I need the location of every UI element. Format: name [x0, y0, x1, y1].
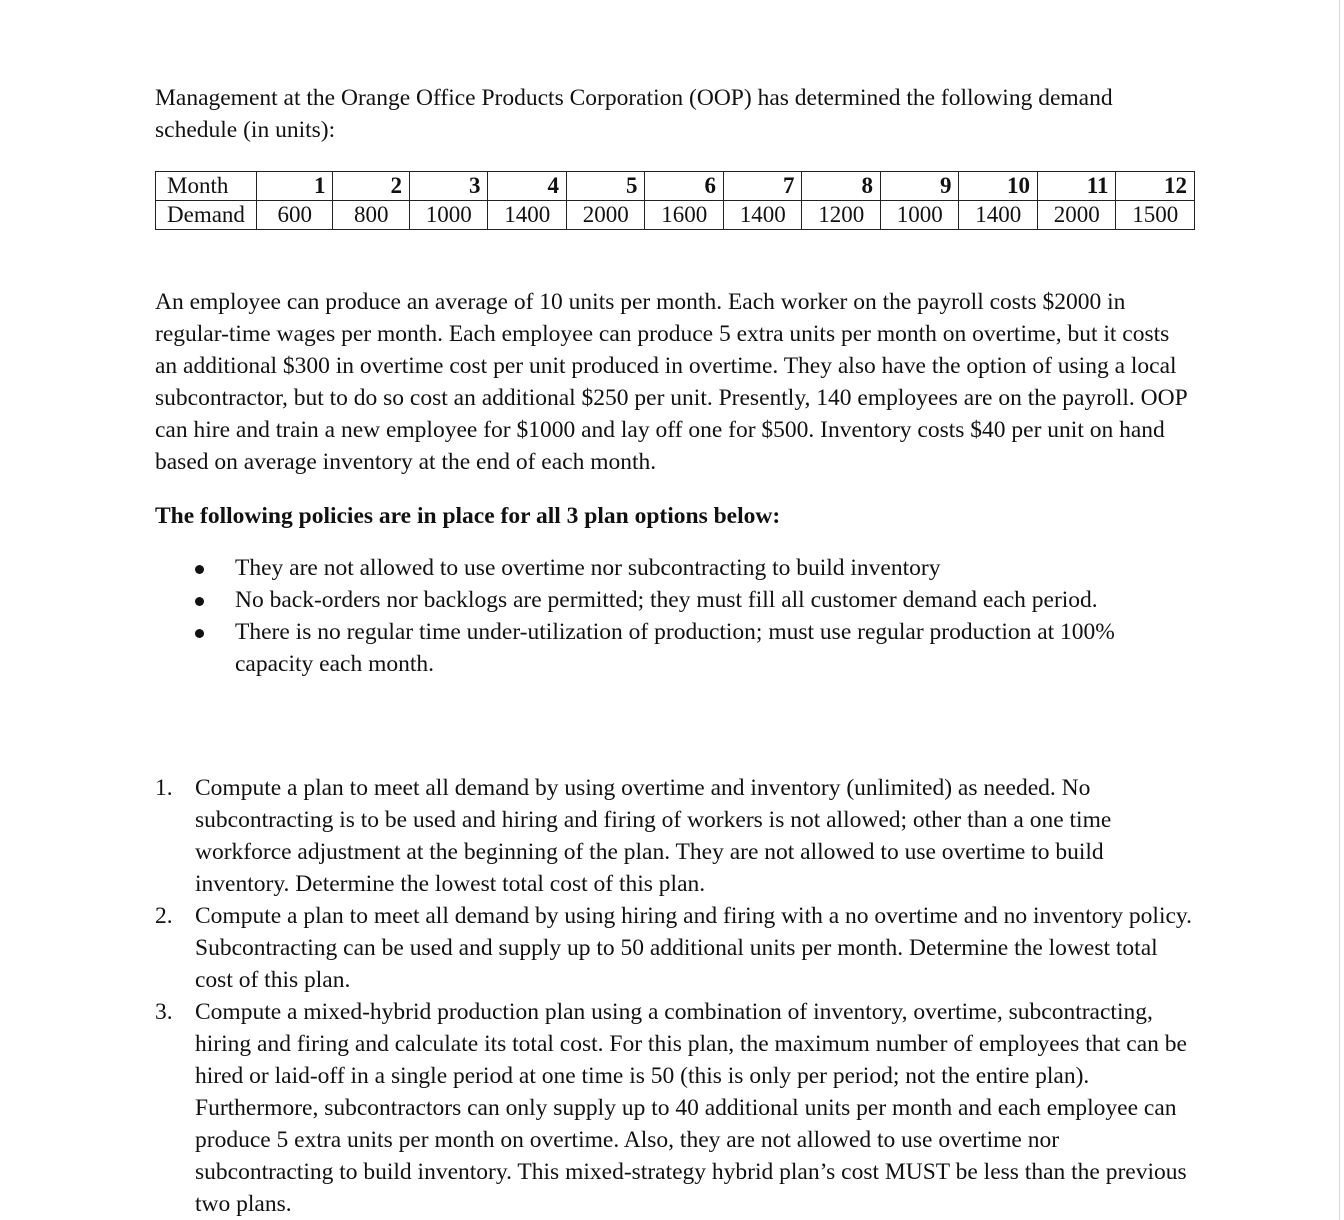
month-cell: 5 — [566, 172, 645, 201]
demand-cell: 1400 — [488, 201, 567, 230]
month-cell: 12 — [1116, 172, 1195, 201]
cost-description-paragraph: An employee can produce an average of 10 units per month. Each worker on the payroll costs $2000 in regular-time wages per month. Each employee can produce 5 extra units per month on overtime, but it costs an additional $300 in overtime cost per unit produced in overtime. They also have the option of using a local subcontractor, but to do so cost an additional $250 per unit. Presently, 140 employees are on the payroll. OOP can hire and train a new employee for $1000 and lay off one for $500. Inventory costs $40 per unit on hand based on average inventory at the end of each month. — [155, 289, 1187, 475]
task-number: 1. — [155, 775, 173, 801]
demand-cell: 1000 — [880, 201, 959, 230]
demand-cell: 1000 — [409, 201, 488, 230]
task-item — [155, 996, 1195, 1220]
month-cell: 2 — [333, 172, 410, 201]
demand-cell: 1400 — [723, 201, 802, 230]
month-row — [156, 172, 1195, 201]
policy-item — [155, 552, 1195, 584]
policy-list — [155, 552, 1195, 680]
demand-schedule-table — [155, 171, 1195, 230]
month-cell: 11 — [1037, 172, 1116, 201]
policy-text: There is no regular time under-utilization of production; must use regular production at 100% capacity each month. — [235, 619, 1115, 677]
policy-text: No back-orders nor backlogs are permitted; they must fill all customer demand each period. — [235, 587, 1098, 613]
demand-cell: 600 — [256, 201, 333, 230]
demand-row — [156, 201, 1195, 230]
task-text: Compute a mixed-hybrid production plan using a combination of inventory, overtime, subcontracting, hiring and firing and calculate its total cost. For this plan, the maximum number of employees that can be hired or laid-off in a single period at one time is 50 (this is only per period; not the entire plan). Furthermore, subcontractors can only supply up to 40 additional units per month and each employee can produce 5 extra units per month on overtime. Also, they are not allowed to use overtime nor subcontracting to build inventory. This mixed-strategy hybrid plan’s cost MUST be less than the previous two plans. — [195, 999, 1187, 1217]
month-cell: 6 — [645, 172, 724, 201]
intro-paragraph: Management at the Orange Office Products Corporation (OOP) has determined the following demand schedule (in units): — [155, 85, 1113, 143]
month-cell: 7 — [723, 172, 802, 201]
task-item — [155, 772, 1195, 900]
task-list — [155, 772, 1195, 1220]
month-label: Month — [156, 172, 257, 201]
month-cell: 10 — [959, 172, 1038, 201]
bullet-icon — [195, 597, 204, 606]
bullet-icon — [195, 629, 204, 638]
demand-label: Demand — [156, 201, 257, 230]
month-cell: 9 — [880, 172, 959, 201]
document-body — [155, 82, 1195, 1220]
policy-heading: The following policies are in place for all 3 plan options below: — [155, 503, 781, 529]
task-number: 3. — [155, 999, 173, 1025]
demand-cell: 1600 — [645, 201, 724, 230]
task-item — [155, 900, 1195, 996]
policy-item — [155, 584, 1195, 616]
policy-item — [155, 616, 1195, 680]
month-cell: 1 — [256, 172, 333, 201]
demand-cell: 1500 — [1116, 201, 1195, 230]
task-number: 2. — [155, 903, 173, 929]
month-cell: 8 — [802, 172, 881, 201]
month-cell: 4 — [488, 172, 567, 201]
demand-cell: 800 — [333, 201, 410, 230]
demand-cell: 1400 — [959, 201, 1038, 230]
demand-cell: 2000 — [1037, 201, 1116, 230]
page-edge-divider — [1339, 0, 1340, 1220]
task-text: Compute a plan to meet all demand by using hiring and firing with a no overtime and no inventory policy. Subcontracting can be used and supply up to 50 additional units per month. Determine the lowest total cost of this plan. — [195, 903, 1193, 993]
bullet-icon — [195, 565, 204, 574]
month-cell: 3 — [409, 172, 488, 201]
policy-text: They are not allowed to use overtime nor subcontracting to build inventory — [235, 555, 941, 581]
demand-cell: 1200 — [802, 201, 881, 230]
demand-cell: 2000 — [566, 201, 645, 230]
task-text: Compute a plan to meet all demand by using overtime and inventory (unlimited) as needed. No subcontracting is to be used and hiring and firing of workers is not allowed; other than a one time workforce adjustment at the beginning of the plan. They are not allowed to use overtime to build inventory. Determine the lowest total cost of this plan. — [195, 775, 1112, 897]
